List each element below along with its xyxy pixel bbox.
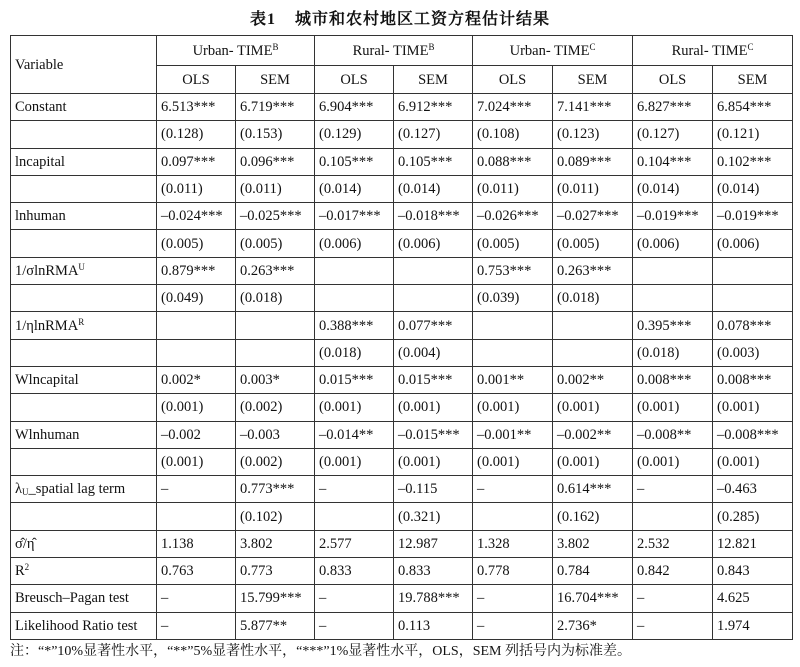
method-header: OLS [473, 66, 553, 94]
table-cell: 12.821 [713, 530, 793, 557]
table-cell [473, 503, 553, 530]
table-cell: (0.127) [394, 121, 473, 148]
table-cell: (0.002) [236, 394, 315, 421]
variable-name [11, 339, 157, 366]
table-cell: 0.097*** [157, 148, 236, 175]
table-cell: 3.802 [553, 530, 633, 557]
variable-name: σ̂/η̂ [11, 530, 157, 557]
table-cell: (0.011) [473, 175, 553, 202]
table-row [11, 230, 793, 257]
table-cell [633, 285, 713, 312]
table-cell: (0.011) [553, 175, 633, 202]
method-header: SEM [394, 66, 473, 94]
table-cell: 4.625 [713, 585, 793, 612]
table-cell: (0.014) [713, 175, 793, 202]
table-cell: – [633, 585, 713, 612]
table-cell [553, 339, 633, 366]
table-cell: 5.877** [236, 612, 315, 639]
table-cell: – [633, 476, 713, 503]
table-cell: –0.026*** [473, 203, 553, 230]
table-row [11, 94, 793, 121]
table-row [11, 285, 793, 312]
table-cell [633, 503, 713, 530]
table-row [11, 476, 793, 503]
table-cell: (0.001) [315, 394, 394, 421]
table-cell: – [157, 585, 236, 612]
variable-name: 1/σlnRMA$^U$ [11, 257, 157, 284]
table-cell: (0.006) [713, 230, 793, 257]
table-cell: –0.018*** [394, 203, 473, 230]
group-header: Urban- $TIME^C$ [473, 36, 633, 66]
table-cell: 0.773*** [236, 476, 315, 503]
table-cell: 0.614*** [553, 476, 633, 503]
table-cell [315, 503, 394, 530]
table-row [11, 175, 793, 202]
table-row [11, 312, 793, 339]
variable-header: Variable [11, 36, 157, 94]
table-cell [236, 339, 315, 366]
method-header: SEM [713, 66, 793, 94]
table-cell: 0.102*** [713, 148, 793, 175]
method-header: OLS [633, 66, 713, 94]
table-cell: 2.532 [633, 530, 713, 557]
table-cell: (0.003) [713, 339, 793, 366]
table-cell: (0.162) [553, 503, 633, 530]
table-cell: 6.513*** [157, 94, 236, 121]
variable-name [11, 121, 157, 148]
table-cell: 0.088*** [473, 148, 553, 175]
table-row [11, 530, 793, 557]
table-cell: 0.753*** [473, 257, 553, 284]
table-cell [473, 339, 553, 366]
table-cell: 2.577 [315, 530, 394, 557]
table-cell [633, 257, 713, 284]
table-row [11, 558, 793, 585]
variable-name: lncapital [11, 148, 157, 175]
table-cell: 0.105*** [394, 148, 473, 175]
variable-name [11, 448, 157, 475]
table-row [11, 121, 793, 148]
table-cell: 1.138 [157, 530, 236, 557]
table-cell: 0.008*** [713, 366, 793, 393]
table-cell: 0.008*** [633, 366, 713, 393]
table-cell: (0.123) [553, 121, 633, 148]
table-cell: –0.024*** [157, 203, 236, 230]
table-cell: 0.113 [394, 612, 473, 639]
table-row [11, 503, 793, 530]
table-cell: (0.001) [157, 448, 236, 475]
table-cell: –0.115 [394, 476, 473, 503]
variable-name: lnhuman [11, 203, 157, 230]
table-row [11, 339, 793, 366]
group-header: Urban- $TIME^B$ [157, 36, 315, 66]
table-cell: (0.127) [633, 121, 713, 148]
table-cell: (0.018) [315, 339, 394, 366]
table-cell: 0.015*** [394, 366, 473, 393]
table-cell: (0.018) [633, 339, 713, 366]
header-row-groups [11, 36, 793, 66]
table-cell [315, 285, 394, 312]
table-cell [394, 285, 473, 312]
method-header: OLS [157, 66, 236, 94]
table-number: 表1 [249, 11, 276, 28]
table-cell: (0.006) [633, 230, 713, 257]
table-cell: (0.002) [236, 448, 315, 475]
table-note: 注：“*”10%显著性水平，“**”5%显著性水平，“***”1%显著性水平，OLS，SEM 列括号内为标准差。 [10, 644, 632, 659]
table-cell: 15.799*** [236, 585, 315, 612]
table-cell: (0.153) [236, 121, 315, 148]
method-header: SEM [553, 66, 633, 94]
table-cell: (0.001) [315, 448, 394, 475]
table-cell: 0.078*** [713, 312, 793, 339]
table-cell: 0.089*** [553, 148, 633, 175]
table-cell [157, 312, 236, 339]
table-cell: (0.129) [315, 121, 394, 148]
table-cell: 0.002** [553, 366, 633, 393]
table-cell: (0.001) [713, 394, 793, 421]
table-row [11, 585, 793, 612]
table-cell: (0.001) [553, 448, 633, 475]
group-header: Rural- $TIME^B$ [315, 36, 473, 66]
table-cell: (0.011) [236, 175, 315, 202]
table-cell: 16.704*** [553, 585, 633, 612]
table-cell: 0.015*** [315, 366, 394, 393]
table-cell: (0.108) [473, 121, 553, 148]
table-cell: (0.014) [394, 175, 473, 202]
table-cell: 7.024*** [473, 94, 553, 121]
table-cell: (0.285) [713, 503, 793, 530]
table-cell: (0.001) [394, 394, 473, 421]
variable-name: Constant [11, 94, 157, 121]
table-cell: (0.321) [394, 503, 473, 530]
variable-name: Wlncapital [11, 366, 157, 393]
table-cell: 0.096*** [236, 148, 315, 175]
table-cell: 0.263*** [236, 257, 315, 284]
table-cell: – [157, 612, 236, 639]
table-row [11, 421, 793, 448]
table-cell: (0.005) [157, 230, 236, 257]
table-cell: (0.049) [157, 285, 236, 312]
table-cell: (0.005) [553, 230, 633, 257]
table-cell: 0.879*** [157, 257, 236, 284]
table-cell: (0.005) [473, 230, 553, 257]
table-cell: 0.077*** [394, 312, 473, 339]
table-cell: – [473, 612, 553, 639]
table-cell: – [473, 476, 553, 503]
variable-name: 1/ηlnRMA$^R$ [11, 312, 157, 339]
table-cell: –0.001** [473, 421, 553, 448]
table-cell: (0.039) [473, 285, 553, 312]
variable-name [11, 285, 157, 312]
table-cell: (0.004) [394, 339, 473, 366]
table-cell: 12.987 [394, 530, 473, 557]
table-row [11, 203, 793, 230]
table-cell [157, 503, 236, 530]
table-cell: 6.904*** [315, 94, 394, 121]
table-cell: 2.736* [553, 612, 633, 639]
table-cell: 0.001** [473, 366, 553, 393]
table-cell: (0.001) [473, 448, 553, 475]
method-header: SEM [236, 66, 315, 94]
table-cell: –0.002** [553, 421, 633, 448]
table-row [11, 366, 793, 393]
table-cell: 0.833 [394, 558, 473, 585]
table-cell: 0.763 [157, 558, 236, 585]
table-cell: (0.001) [157, 394, 236, 421]
variable-name [11, 230, 157, 257]
method-header: OLS [315, 66, 394, 94]
table-cell: (0.018) [236, 285, 315, 312]
table-cell: 0.388*** [315, 312, 394, 339]
table-cell: 3.802 [236, 530, 315, 557]
variable-name [11, 175, 157, 202]
table-cell: (0.001) [394, 448, 473, 475]
table-cell [236, 312, 315, 339]
table-cell: (0.006) [394, 230, 473, 257]
table-cell: –0.008*** [713, 421, 793, 448]
table-cell: – [473, 585, 553, 612]
variable-name: Likelihood Ratio test [11, 612, 157, 639]
table-cell: 0.773 [236, 558, 315, 585]
variable-name: Breusch–Pagan test [11, 585, 157, 612]
variable-name [11, 394, 157, 421]
table-row [11, 148, 793, 175]
table-cell: 0.842 [633, 558, 713, 585]
table-cell [553, 312, 633, 339]
table-cell: –0.027*** [553, 203, 633, 230]
table-row [11, 448, 793, 475]
table-cell: 0.002* [157, 366, 236, 393]
table-cell [473, 312, 553, 339]
results-table [10, 35, 793, 640]
table-cell: 6.719*** [236, 94, 315, 121]
table-cell: 6.827*** [633, 94, 713, 121]
table-cell: 0.395*** [633, 312, 713, 339]
table-cell: – [157, 476, 236, 503]
table-cell: (0.014) [315, 175, 394, 202]
table-cell: –0.017*** [315, 203, 394, 230]
table-cell: 0.263*** [553, 257, 633, 284]
table-cell: (0.001) [633, 448, 713, 475]
table-cell: 19.788*** [394, 585, 473, 612]
table-title: 城市和农村地区工资方程估计结果 [295, 11, 551, 28]
table-cell: –0.008** [633, 421, 713, 448]
table-cell [315, 257, 394, 284]
table-cell [713, 285, 793, 312]
table-cell: (0.011) [157, 175, 236, 202]
table-cell: (0.014) [633, 175, 713, 202]
table-cell: 6.912*** [394, 94, 473, 121]
table-cell: –0.463 [713, 476, 793, 503]
table-cell: (0.001) [473, 394, 553, 421]
variable-name [11, 503, 157, 530]
table-cell: –0.025*** [236, 203, 315, 230]
table-row [11, 394, 793, 421]
table-cell: 1.328 [473, 530, 553, 557]
table-cell: 0.784 [553, 558, 633, 585]
table-cell: 0.778 [473, 558, 553, 585]
table-cell [713, 257, 793, 284]
table-cell: – [315, 476, 394, 503]
table-cell: 6.854*** [713, 94, 793, 121]
group-header: Rural- $TIME^C$ [633, 36, 793, 66]
table-cell: (0.001) [713, 448, 793, 475]
table-cell: (0.121) [713, 121, 793, 148]
table-cell: (0.001) [633, 394, 713, 421]
table-cell: – [315, 585, 394, 612]
table-cell: –0.002 [157, 421, 236, 448]
variable-name: Wlnhuman [11, 421, 157, 448]
table-cell: –0.019*** [633, 203, 713, 230]
variable-name: $R^2$ [11, 558, 157, 585]
variable-name: $\lambda_U\_spatial$ lag term [11, 476, 157, 503]
table-cell [394, 257, 473, 284]
table-row [11, 257, 793, 284]
table-cell: –0.015*** [394, 421, 473, 448]
table-cell: (0.018) [553, 285, 633, 312]
table-cell: (0.005) [236, 230, 315, 257]
table-cell: (0.001) [553, 394, 633, 421]
table-cell: 7.141*** [553, 94, 633, 121]
table-cell: 1.974 [713, 612, 793, 639]
table-cell: –0.014** [315, 421, 394, 448]
table-cell: –0.003 [236, 421, 315, 448]
table-cell: 0.833 [315, 558, 394, 585]
table-cell: –0.019*** [713, 203, 793, 230]
table-cell: (0.128) [157, 121, 236, 148]
table-cell [157, 339, 236, 366]
table-cell: 0.003* [236, 366, 315, 393]
table-caption [0, 6, 800, 29]
table-row [11, 612, 793, 639]
table-cell: – [633, 612, 713, 639]
table-body [11, 36, 793, 640]
table-cell: – [315, 612, 394, 639]
table-cell: 0.104*** [633, 148, 713, 175]
table-cell: 0.843 [713, 558, 793, 585]
table-cell: (0.102) [236, 503, 315, 530]
table-cell: 0.105*** [315, 148, 394, 175]
table-cell: (0.006) [315, 230, 394, 257]
